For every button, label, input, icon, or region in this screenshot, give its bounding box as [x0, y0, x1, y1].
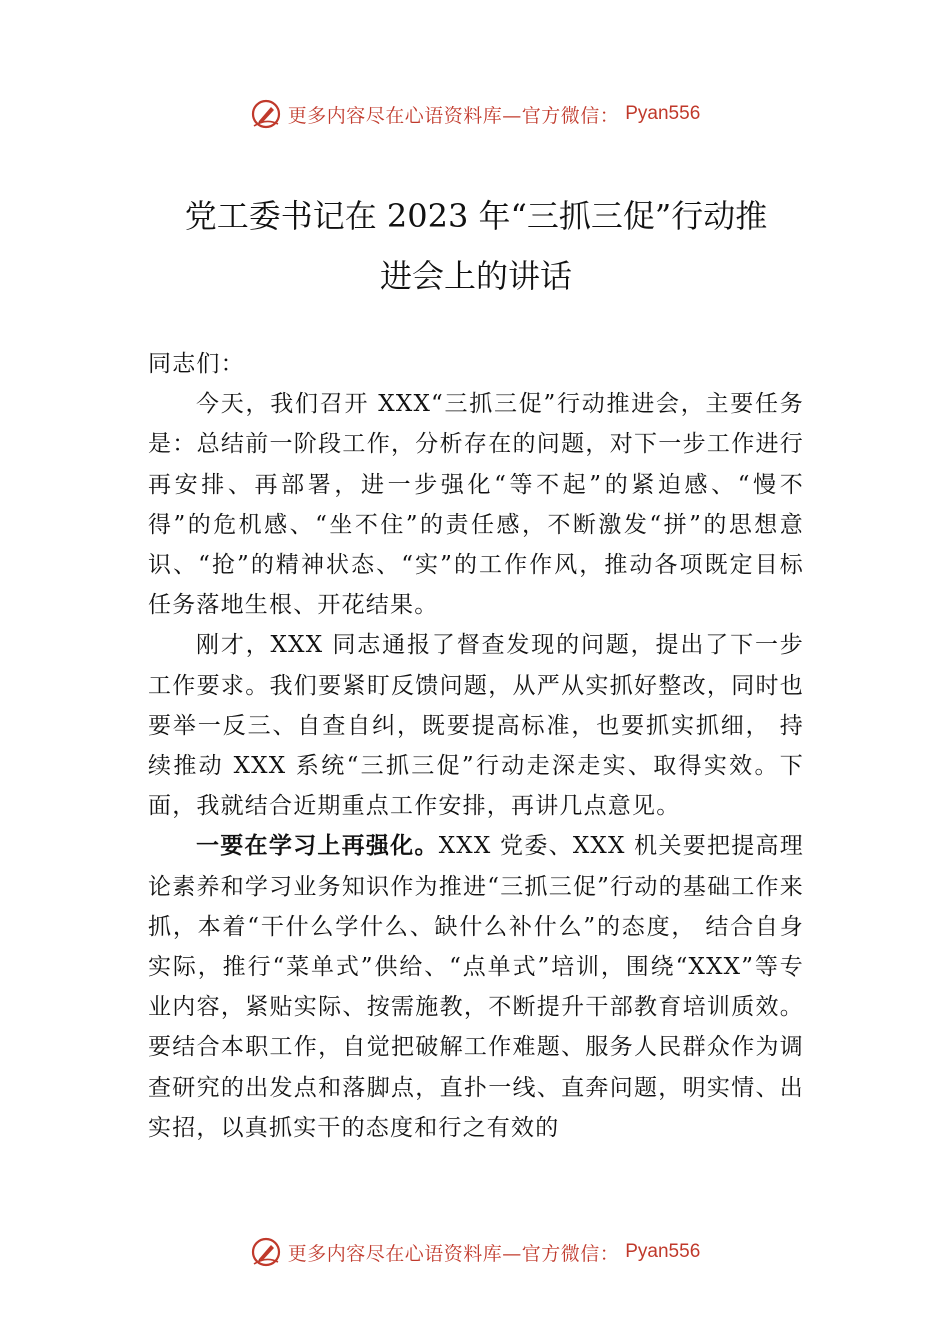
- document-title: [148, 186, 804, 306]
- banner-text: 更多内容尽在心语资料库—官方微信：: [287, 1242, 620, 1265]
- footer-banner: [0, 1236, 950, 1268]
- document-body: [148, 344, 804, 1148]
- paragraph-3-heading: 一要在学习上再强化。: [196, 832, 439, 860]
- paragraph-2: 刚才，XXX 同志通报了督查发现的问题，提出了下一步工作要求。我们要紧盯反馈问题，从严从实抓好整改，同时也要举一反三、自查自纠，既要提高标准，也要抓实抓细， 持续推动 XXX 系统“三抓三促”行动走深走实、取得实效。下面，我就结合近期重点工作安排，再讲几点意见。: [148, 632, 804, 820]
- title-line-2: 进会上的讲话: [379, 257, 572, 295]
- banner-wechat-id: Pyan556: [625, 103, 701, 124]
- pen-icon: [250, 1236, 282, 1268]
- paragraph-1: 今天，我们召开 XXX“三抓三促”行动推进会，主要任务是：总结前一阶段工作，分析存在的问题，对下一步工作进行再安排、再部署，进一步强化“等不起”的紧迫感、“慢不得”的危机感、“坐不住”的责任感，不断激发“拼”的思想意识、“抢”的精神状态、“实”的工作作风，推动各项既定目标任务落地生根、开花结果。: [148, 391, 804, 619]
- pen-icon: [250, 98, 282, 130]
- paragraph-3: [148, 826, 804, 1148]
- header-banner: [0, 98, 950, 130]
- banner-text: 更多内容尽在心语资料库—官方微信：: [287, 104, 620, 127]
- salutation: 同志们：: [148, 351, 245, 377]
- title-line-1: 党工委书记在 2023 年“三抓三促”行动推: [184, 197, 768, 235]
- banner-wechat-id: Pyan556: [625, 1241, 701, 1262]
- paragraph-3-text: XXX 党委、XXX 机关要把提高理论素养和学习业务知识作为推进“三抓三促”行动的基础工作来抓，本着“干什么学什么、缺什么补什么”的态度， 结合自身实际，推行“菜单式”供给、“点单式”培训，围绕“XXX”等专业内容，紧贴实际、按需施教，不断提升干部教育培训质效。要结合本职工作，自觉把破解工作难题、服务人民群众作为调查研究的出发点和落脚点，直扑一线、直奔问题，明实情、出实招，以真抓实干的态度和行之有效的: [148, 833, 805, 1141]
